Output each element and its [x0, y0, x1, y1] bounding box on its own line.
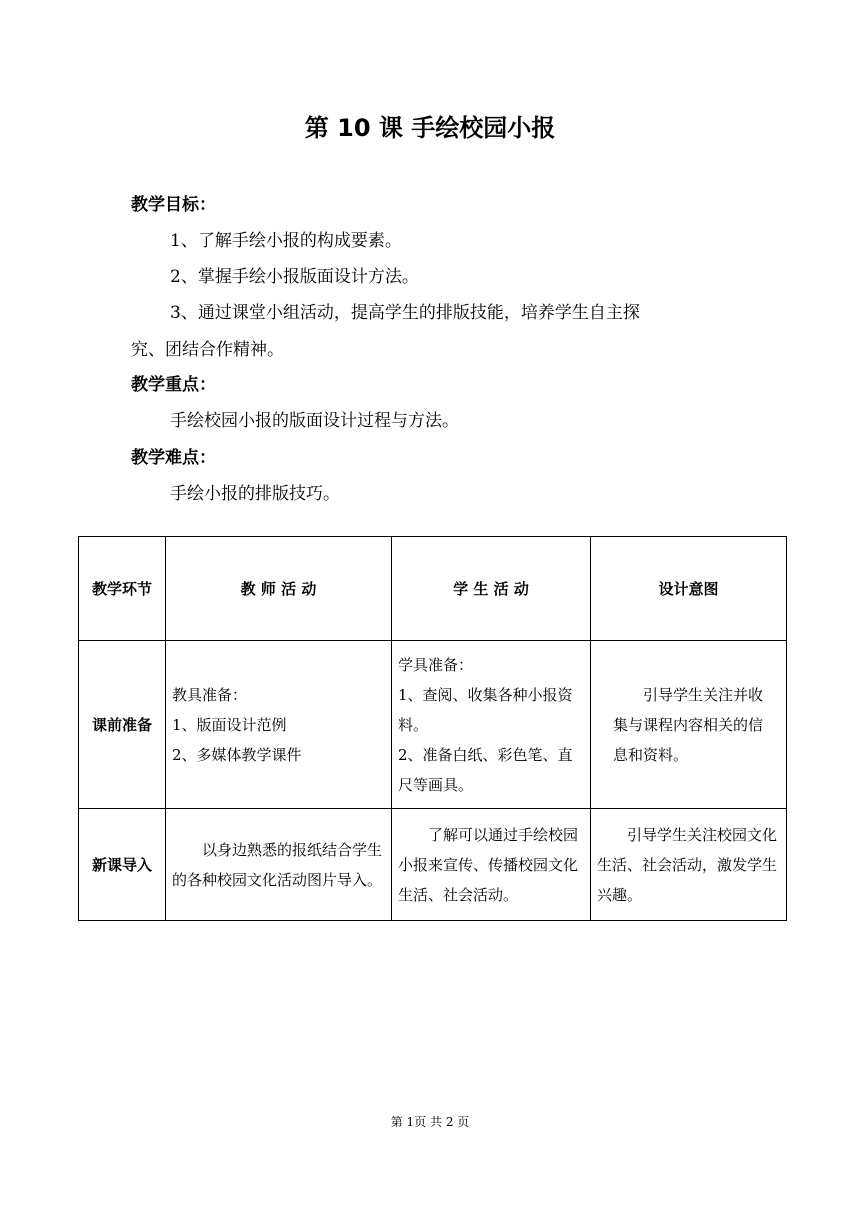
- student-activity-cell: [392, 641, 591, 809]
- key-points-text: 手绘校园小报的版面设计过程与方法。: [170, 411, 459, 431]
- student-activity-line: 学具准备：: [398, 655, 474, 674]
- teacher-activity-line: 教具准备：: [172, 685, 248, 704]
- header-teacher-activity: 教 师 活 动: [166, 537, 392, 641]
- objectives-heading: 教学目标：: [131, 195, 216, 215]
- design-intent-text: 引导学生关注并收集与课程内容相关的信息和资料。: [613, 685, 764, 764]
- row-stage: 课前准备: [79, 641, 166, 809]
- student-activity-text: 了解可以通过手绘校园小报来宣传、传播校园文化生活、社会活动。: [398, 825, 579, 904]
- student-activity-line: 2、准备白纸、彩色笔、直尺等画具。: [398, 745, 573, 794]
- row-stage: 新课导入: [79, 809, 166, 921]
- table-row: [79, 641, 787, 809]
- design-intent-cell: [591, 641, 787, 809]
- header-design-intent: 设计意图: [591, 537, 787, 641]
- header-stage: 教学环节: [79, 537, 166, 641]
- objective-item-3-continuation: 究、团结合作精神。: [131, 340, 284, 360]
- lesson-plan-table: [78, 536, 787, 921]
- teacher-activity-line: 1、版面设计范例: [172, 715, 287, 734]
- teacher-activity-line: 2、多媒体教学课件: [172, 745, 302, 764]
- objective-item-3: 3、通过课堂小组活动，提高学生的排版技能，培养学生自主探: [170, 303, 640, 323]
- objective-item-2: 2、掌握手绘小报版面设计方法。: [170, 267, 419, 287]
- table-row: [79, 809, 787, 921]
- header-student-activity: 学 生 活 动: [392, 537, 591, 641]
- teacher-activity-text: 以身边熟悉的报纸结合学生的各种校园文化活动图片导入。: [172, 840, 383, 889]
- page-footer: 第 1页 共 2 页: [390, 1115, 470, 1129]
- design-intent-text: 引导学生关注校园文化生活、社会活动，激发学生兴趣。: [597, 825, 778, 904]
- page-title: 第 10 课 手绘校园小报: [304, 114, 556, 142]
- teacher-activity-cell: [166, 809, 392, 921]
- design-intent-cell: [591, 809, 787, 921]
- student-activity-line: 1、查阅、收集各种小报资料。: [398, 685, 573, 734]
- teacher-activity-cell: [166, 641, 392, 809]
- difficulties-heading: 教学难点：: [131, 448, 216, 468]
- key-points-heading: 教学重点：: [131, 375, 216, 395]
- objective-item-1: 1、了解手绘小报的构成要素。: [170, 231, 402, 251]
- student-activity-cell: [392, 809, 591, 921]
- table-header-row: [79, 537, 787, 641]
- difficulties-text: 手绘小报的排版技巧。: [170, 484, 340, 504]
